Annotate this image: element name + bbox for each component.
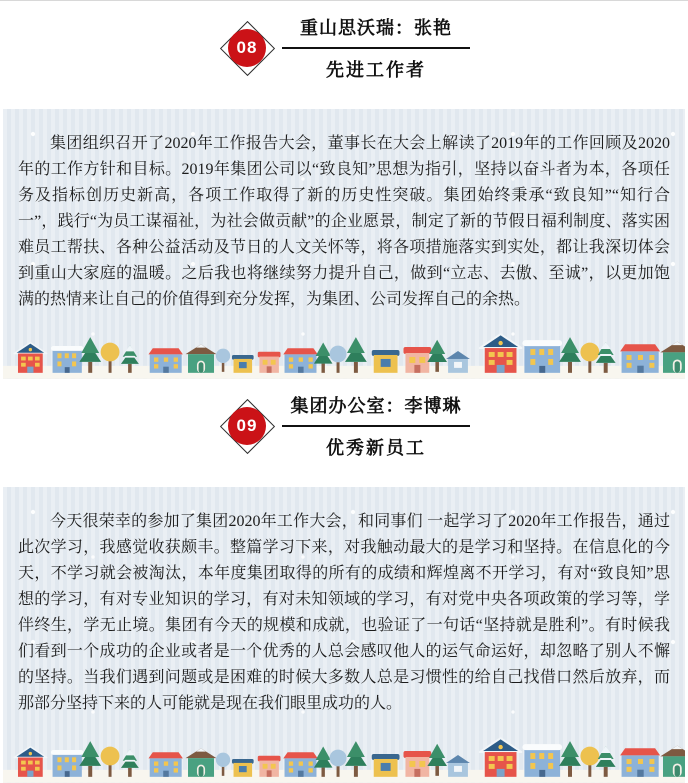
testimonial-card-08 bbox=[3, 109, 685, 379]
testimonial-text: 今天很荣幸的参加了集团2020年工作大会，和同事们 一起学习了2020年工作报告，通过此次学习，我感觉收获颇丰。整篇学习下来，对我触动最大的是学习和坚持。在信息化的今天，不学习就会被淘汰，本年度集团取得的所有的成绩和辉煌离不开学习，有对“致良知”思想的学习，有对专业知识的学习，有对未知领域的学习，有对党中央各项政策的学习等，学伴终生，学无止境。集团有今天的规模和成就，也验证了一句话“坚持就是胜利”。有时候我们看到一个成功的企业或者是一个优秀的人总会感叹他人的运气命运好，却忽略了别人不懈的坚持。当我们遇到问题或是困难的时候大多数人总是习惯性的给自己找借口然后放弃，而那部分坚持下来的人可能就是现在我们眼里成功的人。 bbox=[18, 513, 670, 712]
badge-number: 09 bbox=[236, 416, 258, 435]
entry-titles bbox=[282, 14, 470, 82]
employee-name: 重山思沃瑞：张艳 bbox=[300, 18, 452, 38]
award-title: 先进工作者 bbox=[326, 60, 426, 80]
newsletter-page bbox=[0, 14, 688, 783]
award-section-09 bbox=[0, 392, 688, 783]
village-houses-icon bbox=[3, 334, 685, 379]
number-badge-09 bbox=[218, 397, 276, 455]
entry-header-08 bbox=[0, 14, 688, 82]
entry-header-09 bbox=[0, 392, 688, 460]
winter-village-border-illustration bbox=[3, 329, 685, 379]
award-title: 优秀新员工 bbox=[326, 438, 426, 458]
badge-number: 08 bbox=[236, 38, 258, 57]
entry-titles bbox=[282, 392, 470, 460]
badge-circle bbox=[228, 29, 266, 67]
village-houses-icon bbox=[3, 738, 685, 783]
winter-village-border-illustration bbox=[3, 733, 685, 783]
badge-circle bbox=[228, 407, 266, 445]
number-badge-08 bbox=[218, 19, 276, 77]
testimonial-text: 集团组织召开了2020年工作报告大会，董事长在大会上解读了2019年的工作回顾及2020年的工作方针和目标。2019年集团公司以“致良知”思想为指引，坚持以奋斗者为本，各项任务及指标创历史新高，各项工作取得了新的历史性突破。集团始终秉承“致良知”“知行合一”，践行“为员工谋福祉，为社会做贡献”的企业愿景，制定了新的节假日福利制度、落实困难员工帮扶、各种公益活动及节日的人文关怀等，将各项措施落实到实处，都让我深切体会到重山大家庭的温暖。之后我也将继续努力提升自己，做到“立志、去傲、至诚”，以更加饱满的热情来让自己的价值得到充分发挥，为集团、公司发挥自己的余热。 bbox=[18, 135, 670, 308]
employee-name: 集团办公室：李博琳 bbox=[290, 396, 462, 416]
testimonial-card-09 bbox=[3, 487, 685, 783]
award-section-08 bbox=[0, 14, 688, 379]
